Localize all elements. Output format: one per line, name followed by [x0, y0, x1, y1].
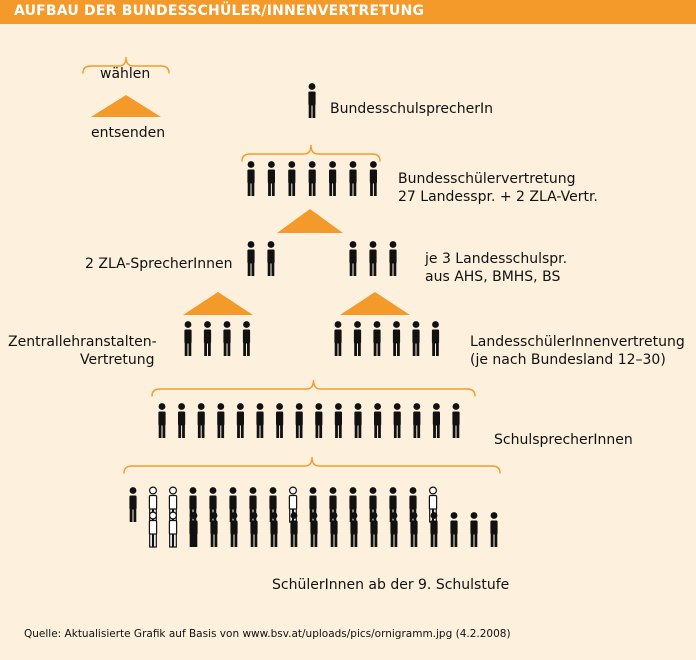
person-icon: [198, 403, 205, 438]
person-icon: [296, 403, 303, 438]
person-icon: [308, 83, 315, 118]
legend-send-label: entsenden: [91, 125, 166, 141]
person-icon: [315, 403, 322, 438]
person-icon: [390, 512, 397, 547]
person-icon: [470, 512, 477, 547]
federal-body-brace: [242, 145, 380, 161]
person-icon: [230, 512, 237, 547]
person-icon: [256, 403, 263, 438]
person-icon: [268, 161, 275, 196]
person-icon: [433, 403, 440, 438]
person-icon: [247, 241, 254, 276]
person-icon: [393, 321, 400, 356]
federal-body-label-1: Bundesschülervertretung: [398, 171, 576, 187]
person-icon: [430, 512, 437, 547]
person-icon: [309, 161, 316, 196]
person-icon: [290, 512, 297, 547]
central-body-label-1: Zentrallehranstalten-: [8, 334, 157, 350]
person-icon: [349, 241, 356, 276]
person-icon: [243, 321, 250, 356]
person-icon: [288, 161, 295, 196]
person-icon: [370, 161, 377, 196]
person-icon: [267, 241, 274, 276]
person-icon: [413, 403, 420, 438]
state-speakers-label-1: je 3 Landesschulspr.: [425, 251, 568, 267]
person-icon: [394, 403, 401, 438]
person-icon: [349, 161, 356, 196]
students-brace: [124, 457, 500, 473]
school-speakers-brace: [152, 380, 475, 396]
person-icon: [270, 512, 277, 547]
person-icon: [452, 403, 459, 438]
person-icon: [432, 321, 439, 356]
person-icon: [204, 321, 211, 356]
send-triangle-state: [340, 292, 410, 315]
person-icon: [410, 512, 417, 547]
person-icon: [369, 241, 376, 276]
person-icon: [129, 487, 136, 522]
person-icon: [374, 403, 381, 438]
state-body-label-2: (je nach Bundesland 12–30): [470, 352, 666, 368]
person-icon: [370, 512, 377, 547]
person-icon: [490, 512, 497, 547]
person-icon: [247, 161, 254, 196]
page-title: AUFBAU DER BUNDESSCHÜLER/INNENVERTRETUNG: [14, 3, 425, 19]
person-icon: [184, 321, 191, 356]
person-icon: [310, 512, 317, 547]
person-icon: [250, 512, 257, 547]
legend-choose-label: wählen: [100, 66, 151, 82]
person-icon: [329, 161, 336, 196]
person-icon: [223, 321, 230, 356]
send-triangle-central: [183, 292, 253, 315]
central-body-label-2: Vertretung: [80, 352, 155, 368]
person-icon: [158, 403, 165, 438]
person-icon: [276, 403, 283, 438]
person-icon: [389, 241, 396, 276]
state-body-label-1: LandesschülerInnenvertretung: [470, 334, 685, 350]
person-icon: [330, 512, 337, 547]
zla-speakers-label: 2 ZLA-SprecherInnen: [85, 256, 233, 272]
person-outline-icon: [169, 512, 176, 547]
person-icon: [450, 512, 457, 547]
person-icon: [334, 321, 341, 356]
person-icon: [354, 321, 361, 356]
person-icon: [373, 321, 380, 356]
person-icon: [217, 403, 224, 438]
source-note: Quelle: Aktualisierte Grafik auf Basis von www.bsv.at/uploads/pics/ornigramm.jpg (4.2.2008): [24, 628, 511, 640]
person-icon: [210, 512, 217, 547]
person-icon: [178, 403, 185, 438]
legend-send-triangle: [91, 95, 161, 117]
state-speakers-label-2: aus AHS, BMHS, BS: [425, 269, 561, 285]
send-triangle-federal: [277, 209, 343, 233]
person-icon: [350, 512, 357, 547]
person-icon: [237, 403, 244, 438]
person-icon: [354, 403, 361, 438]
students-label: SchülerInnen ab der 9. Schulstufe: [272, 577, 510, 593]
federal-body-label-2: 27 Landesspr. + 2 ZLA-Vertr.: [398, 189, 598, 205]
person-icon: [335, 403, 342, 438]
person-icon: [412, 321, 419, 356]
person-outline-icon: [149, 512, 156, 547]
federal-speaker-label: BundesschulsprecherIn: [330, 101, 493, 117]
school-speakers-label: SchulsprecherInnen: [494, 432, 633, 448]
